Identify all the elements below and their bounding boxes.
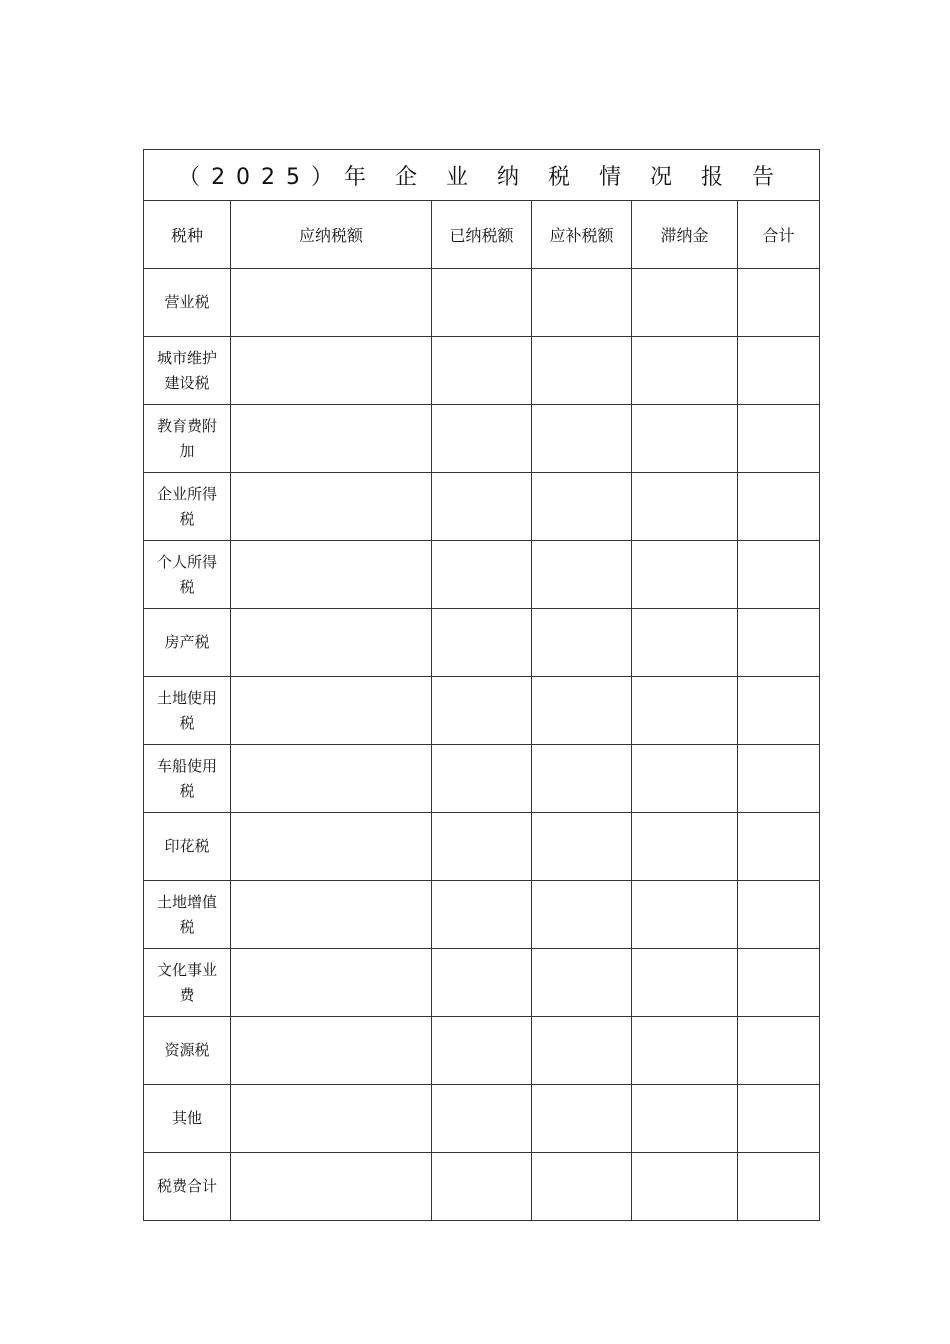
payable-amount-cell[interactable] [231, 473, 432, 541]
total-cell[interactable] [738, 405, 820, 473]
table-row [144, 677, 820, 745]
tax-type-label: 企业所得税 [144, 473, 231, 541]
table-row [144, 405, 820, 473]
total-cell[interactable] [738, 269, 820, 337]
header-late-fee: 滞纳金 [632, 201, 738, 269]
payable-amount-cell[interactable] [231, 541, 432, 609]
supplement-amount-cell[interactable] [532, 541, 632, 609]
paid-amount-cell[interactable] [432, 541, 532, 609]
supplement-amount-cell[interactable] [532, 337, 632, 405]
table-row [144, 1017, 820, 1085]
tax-type-label: 教育费附加 [144, 405, 231, 473]
paid-amount-cell[interactable] [432, 949, 532, 1017]
total-cell[interactable] [738, 1017, 820, 1085]
total-cell[interactable] [738, 337, 820, 405]
payable-amount-cell[interactable] [231, 609, 432, 677]
paid-amount-cell[interactable] [432, 609, 532, 677]
supplement-amount-cell[interactable] [532, 609, 632, 677]
supplement-amount-cell[interactable] [532, 745, 632, 813]
supplement-amount-cell[interactable] [532, 1085, 632, 1153]
tax-type-label: 资源税 [144, 1017, 231, 1085]
supplement-amount-cell[interactable] [532, 881, 632, 949]
late-fee-cell[interactable] [632, 405, 738, 473]
tax-type-label: 城市维护建设税 [144, 337, 231, 405]
tax-type-label: 税费合计 [144, 1153, 231, 1221]
late-fee-cell[interactable] [632, 269, 738, 337]
supplement-amount-cell[interactable] [532, 813, 632, 881]
late-fee-cell[interactable] [632, 881, 738, 949]
total-cell[interactable] [738, 813, 820, 881]
payable-amount-cell[interactable] [231, 677, 432, 745]
tax-type-label: 印花税 [144, 813, 231, 881]
tax-type-label: 土地增值税 [144, 881, 231, 949]
supplement-amount-cell[interactable] [532, 405, 632, 473]
payable-amount-cell[interactable] [231, 745, 432, 813]
tax-rows [144, 269, 820, 1221]
paid-amount-cell[interactable] [432, 813, 532, 881]
payable-amount-cell[interactable] [231, 405, 432, 473]
paid-amount-cell[interactable] [432, 269, 532, 337]
supplement-amount-cell[interactable] [532, 677, 632, 745]
total-cell[interactable] [738, 745, 820, 813]
table-row [144, 473, 820, 541]
table-row [144, 1153, 820, 1221]
paid-amount-cell[interactable] [432, 745, 532, 813]
supplement-amount-cell[interactable] [532, 1017, 632, 1085]
header-tax-type: 税种 [144, 201, 231, 269]
table-row [144, 337, 820, 405]
tax-type-label: 土地使用税 [144, 677, 231, 745]
table-row [144, 541, 820, 609]
payable-amount-cell[interactable] [231, 1017, 432, 1085]
supplement-amount-cell[interactable] [532, 473, 632, 541]
late-fee-cell[interactable] [632, 541, 738, 609]
payable-amount-cell[interactable] [231, 1085, 432, 1153]
total-cell[interactable] [738, 881, 820, 949]
table-row [144, 745, 820, 813]
tax-type-label: 营业税 [144, 269, 231, 337]
late-fee-cell[interactable] [632, 677, 738, 745]
table-row [144, 949, 820, 1017]
payable-amount-cell[interactable] [231, 949, 432, 1017]
header-payable-amount: 应纳税额 [231, 201, 432, 269]
payable-amount-cell[interactable] [231, 337, 432, 405]
total-cell[interactable] [738, 1153, 820, 1221]
total-cell[interactable] [738, 541, 820, 609]
payable-amount-cell[interactable] [231, 881, 432, 949]
total-cell[interactable] [738, 677, 820, 745]
tax-type-label: 车船使用税 [144, 745, 231, 813]
header-total: 合计 [738, 201, 820, 269]
tax-report-table [143, 149, 820, 1221]
late-fee-cell[interactable] [632, 1017, 738, 1085]
header-row [144, 201, 820, 269]
payable-amount-cell[interactable] [231, 813, 432, 881]
paid-amount-cell[interactable] [432, 1153, 532, 1221]
late-fee-cell[interactable] [632, 473, 738, 541]
paid-amount-cell[interactable] [432, 405, 532, 473]
late-fee-cell[interactable] [632, 949, 738, 1017]
total-cell[interactable] [738, 609, 820, 677]
paid-amount-cell[interactable] [432, 881, 532, 949]
table-row [144, 609, 820, 677]
paid-amount-cell[interactable] [432, 1085, 532, 1153]
table-row [144, 813, 820, 881]
paid-amount-cell[interactable] [432, 1017, 532, 1085]
paid-amount-cell[interactable] [432, 677, 532, 745]
late-fee-cell[interactable] [632, 745, 738, 813]
supplement-amount-cell[interactable] [532, 1153, 632, 1221]
late-fee-cell[interactable] [632, 1153, 738, 1221]
table-row [144, 1085, 820, 1153]
title-row [144, 150, 820, 201]
late-fee-cell[interactable] [632, 337, 738, 405]
total-cell[interactable] [738, 473, 820, 541]
header-paid-amount: 已纳税额 [432, 201, 532, 269]
payable-amount-cell[interactable] [231, 1153, 432, 1221]
table-row [144, 881, 820, 949]
tax-type-label: 个人所得税 [144, 541, 231, 609]
total-cell[interactable] [738, 1085, 820, 1153]
late-fee-cell[interactable] [632, 609, 738, 677]
payable-amount-cell[interactable] [231, 269, 432, 337]
header-supplement-amount: 应补税额 [532, 201, 632, 269]
table-row [144, 269, 820, 337]
report-title: （2025）年 企 业 纳 税 情 况 报 告 [144, 150, 820, 201]
tax-type-label: 文化事业费 [144, 949, 231, 1017]
tax-type-label: 其他 [144, 1085, 231, 1153]
late-fee-cell[interactable] [632, 1085, 738, 1153]
late-fee-cell[interactable] [632, 813, 738, 881]
paid-amount-cell[interactable] [432, 337, 532, 405]
supplement-amount-cell[interactable] [532, 269, 632, 337]
supplement-amount-cell[interactable] [532, 949, 632, 1017]
total-cell[interactable] [738, 949, 820, 1017]
tax-type-label: 房产税 [144, 609, 231, 677]
paid-amount-cell[interactable] [432, 473, 532, 541]
